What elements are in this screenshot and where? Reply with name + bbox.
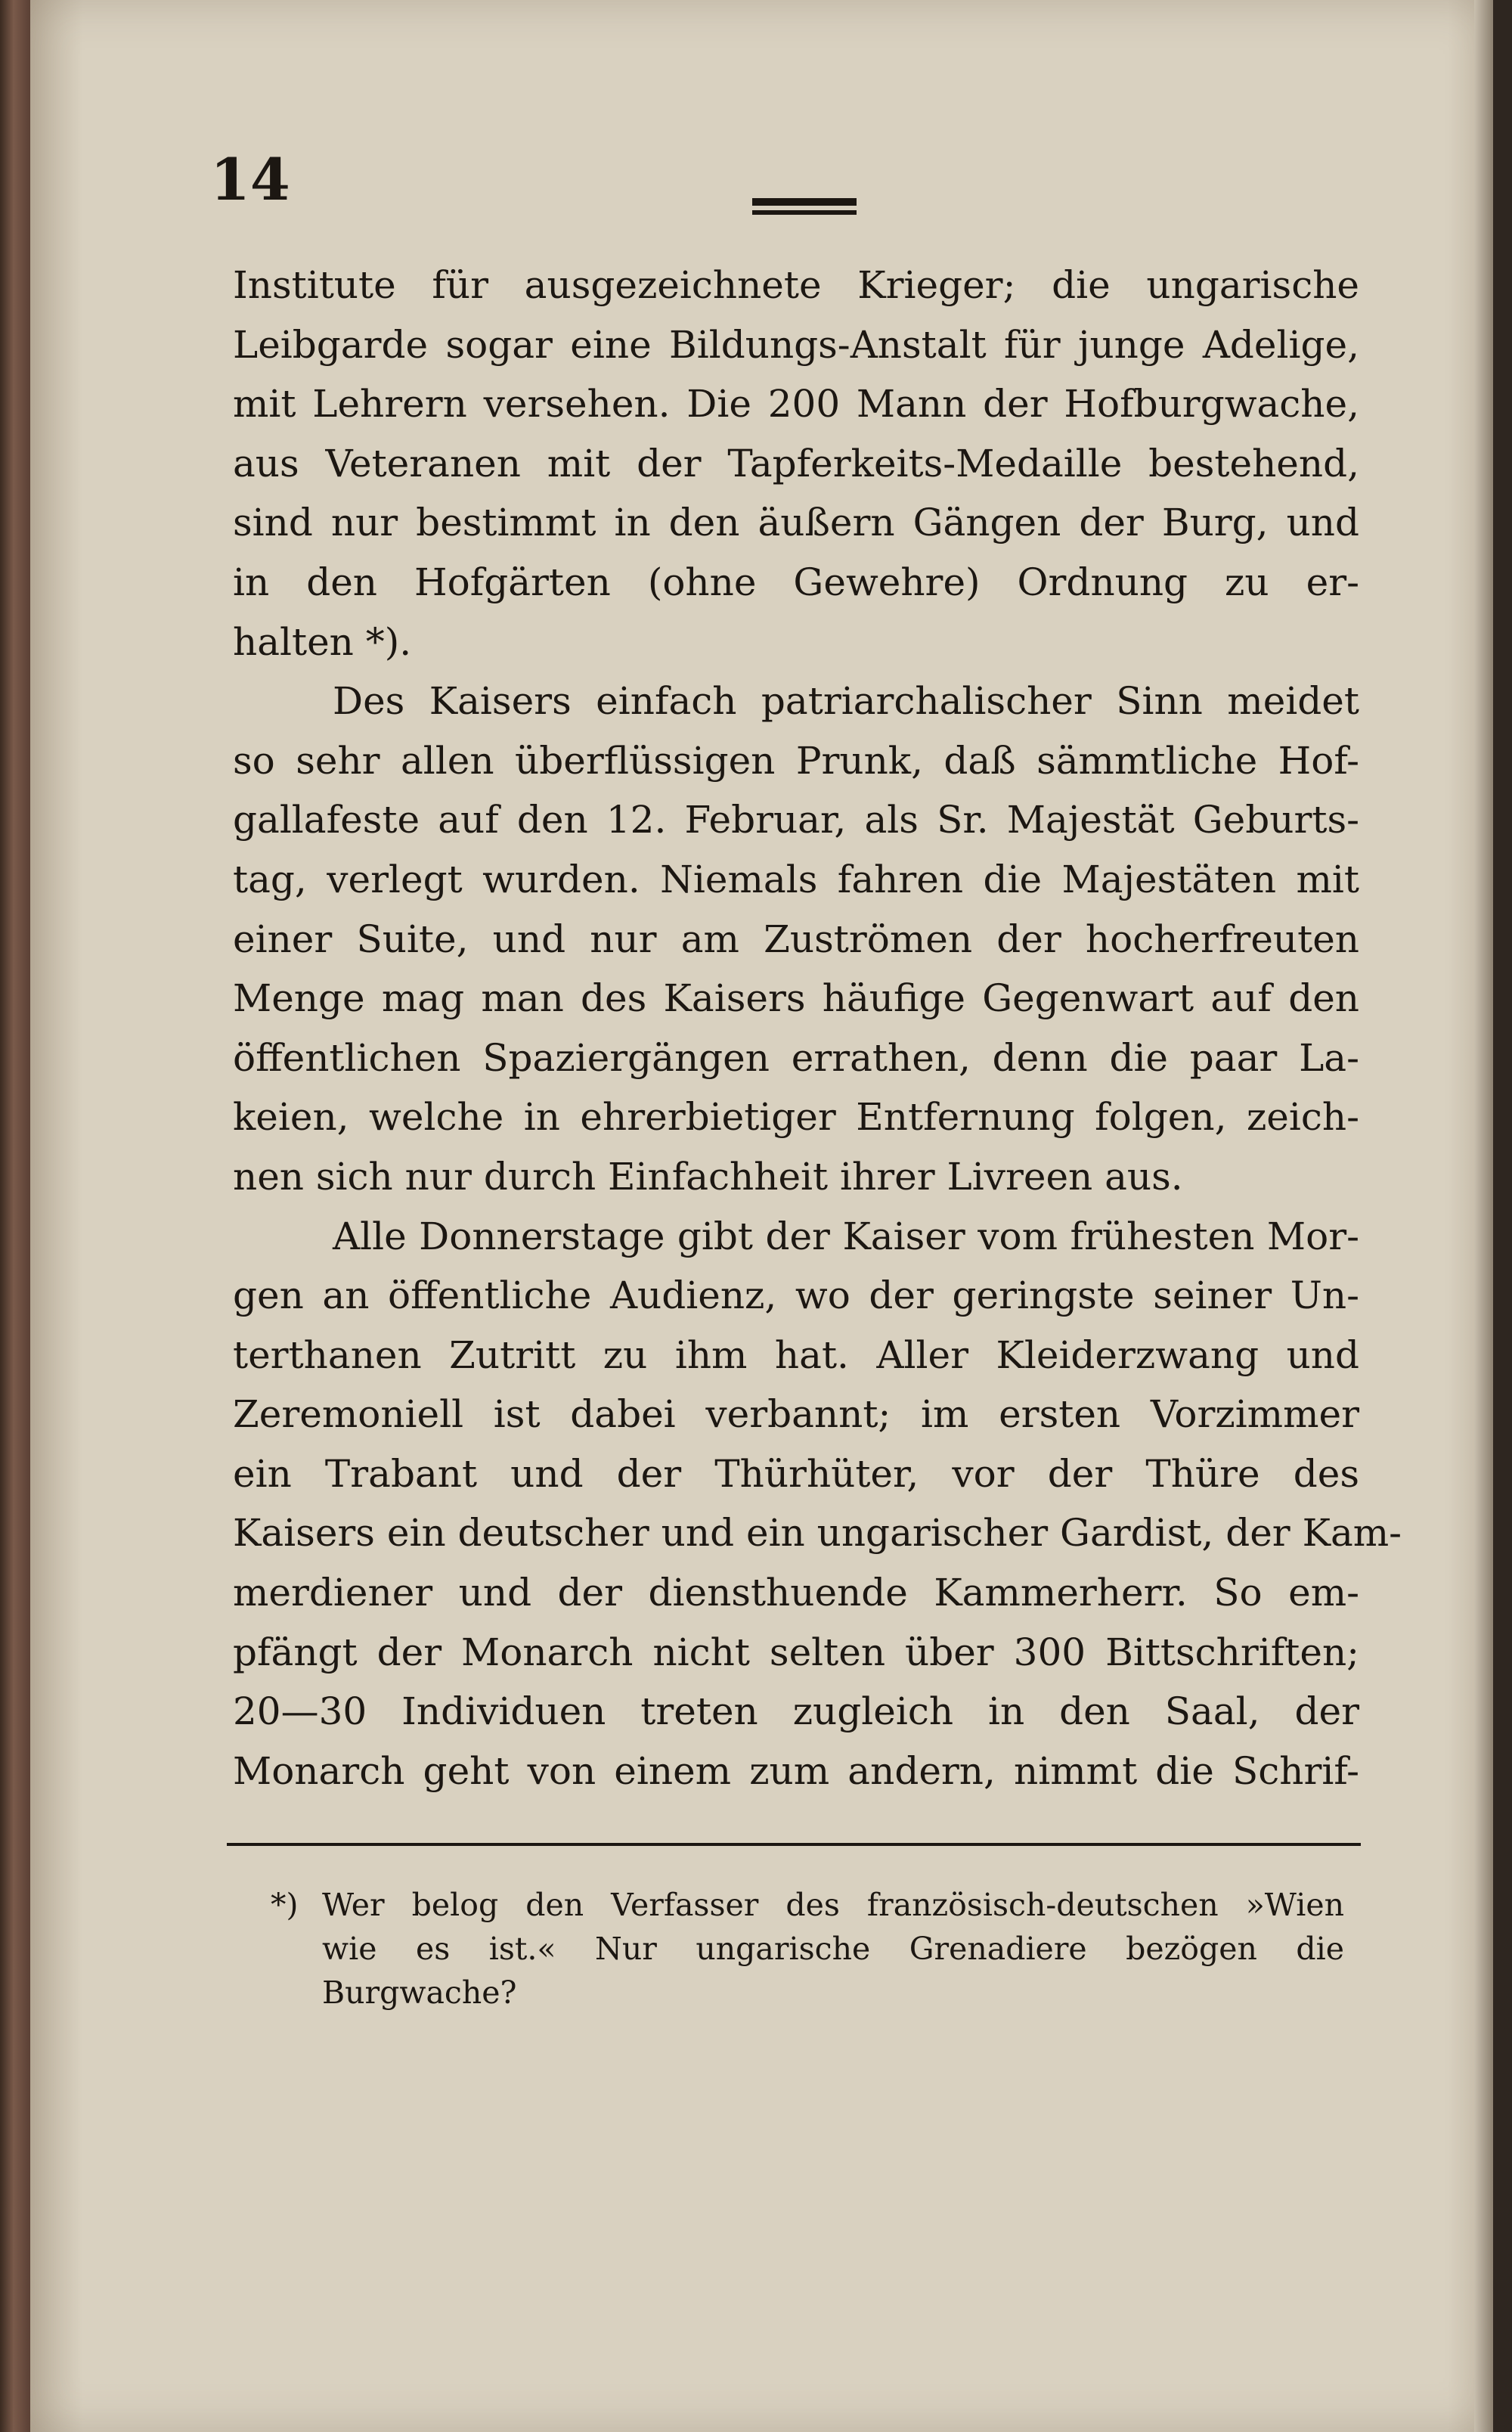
- footnote-line: Burgwache?: [322, 1974, 517, 2011]
- text-line: einer Suite, und nur am Zuströmen der hocherfreuten: [233, 917, 1359, 961]
- text-line: pfängt der Monarch nicht selten über 300 Bittschriften;: [233, 1630, 1359, 1674]
- text-line: terthanen Zutritt zu ihm hat. Aller Kleiderzwang und: [233, 1332, 1359, 1377]
- text-line: so sehr allen überflüssigen Prunk, daß sämmtliche Hof-: [233, 738, 1359, 783]
- footnote: [271, 1883, 1344, 2015]
- text-line: halten *).: [233, 619, 412, 664]
- footnote-marker: *): [271, 1887, 299, 1923]
- text-line: Institute für ausgezeichnete Krieger; die ungarische: [233, 263, 1359, 307]
- page-number: 14: [210, 146, 290, 213]
- text-line: Monarch geht von einem zum andern, nimmt die Schrif-: [233, 1748, 1359, 1793]
- paragraph-start-line: Des Kaisers einfach patriarchalischer Sinn meidet: [333, 679, 1359, 724]
- text-line: 20—30 Individuen treten zugleich in den Saal, der: [233, 1689, 1359, 1734]
- page-right-edge: [1474, 0, 1493, 2432]
- text-line: öffentlichen Spaziergängen errathen, denn die paar La-: [233, 1035, 1359, 1080]
- book-spine-edge: [0, 0, 30, 2432]
- text-line: Leibgarde sogar eine Bildungs-Anstalt für junge Adelige,: [233, 322, 1359, 367]
- paragraph-start-line: Alle Donnerstage gibt der Kaiser vom frühesten Mor-: [333, 1214, 1359, 1258]
- text-line: Zeremoniell ist dabei verbannt; im ersten Vorzimmer: [233, 1392, 1359, 1437]
- text-line: keien, welche in ehrerbietiger Entfernung folgen, zeich-: [233, 1095, 1359, 1140]
- text-line: mit Lehrern versehen. Die 200 Mann der Hofburgwache,: [233, 382, 1359, 427]
- text-line: gen an öffentliche Audienz, wo der geringste seiner Un-: [233, 1273, 1359, 1318]
- main-text-block: [233, 256, 1402, 1801]
- footnote-line: wie es ist.« Nur ungarische Grenadiere bezögen die: [322, 1931, 1344, 1967]
- text-line: Kaisers ein deutscher und ein ungarischer Gardist, der Kam-: [233, 1511, 1402, 1556]
- text-line: Menge mag man des Kaisers häufige Gegenwart auf den: [233, 976, 1359, 1021]
- text-line: ein Trabant und der Thürhüter, vor der Thüre des: [233, 1451, 1359, 1496]
- header-ornament-rule: [752, 198, 857, 206]
- text-line: gallafeste auf den 12. Februar, als Sr. Majestät Geburts-: [233, 798, 1359, 842]
- book-page: [30, 0, 1493, 2432]
- footnote-line: Wer belog den Verfasser des französisch-deutschen »Wien: [322, 1887, 1344, 1923]
- text-line: aus Veteranen mit der Tapferkeits-Medaille bestehend,: [233, 441, 1359, 485]
- text-line: tag, verlegt wurden. Niemals fahren die Majestäten mit: [233, 857, 1359, 901]
- footnote-divider: [227, 1843, 1361, 1846]
- text-line: sind nur bestimmt in den äußern Gängen der Burg, und: [233, 501, 1359, 545]
- text-line: nen sich nur durch Einfachheit ihrer Livreen aus.: [233, 1154, 1183, 1199]
- text-line: in den Hofgärten (ohne Gewehre) Ordnung zu er-: [233, 560, 1359, 604]
- text-line: merdiener und der diensthuende Kammerherr. So em-: [233, 1571, 1359, 1615]
